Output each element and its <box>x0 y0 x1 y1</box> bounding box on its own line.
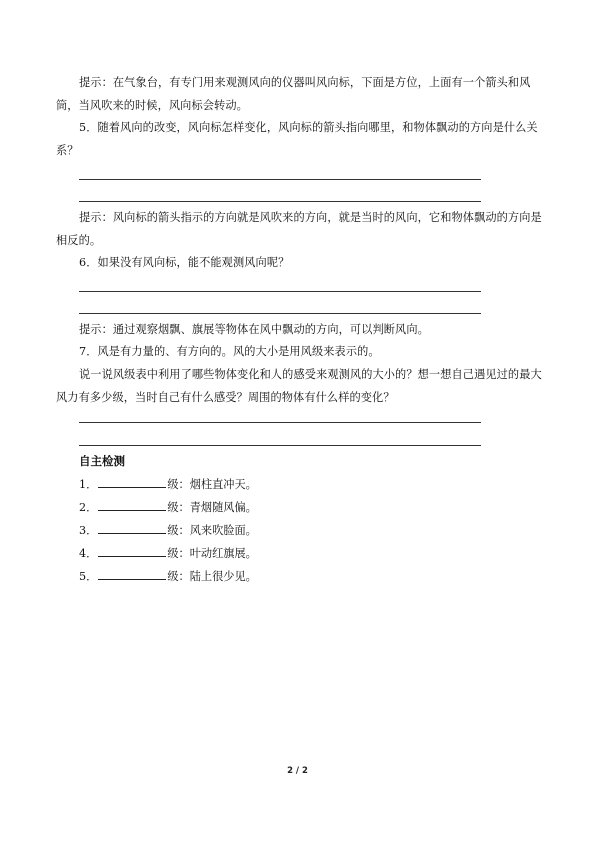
quiz-item-text: 级：陆上很少见。 <box>167 570 257 583</box>
quiz-item-text: 级：青烟随风偏。 <box>167 501 257 514</box>
quiz-item-5 <box>79 566 257 586</box>
hint-paragraph-1: 提示：在气象台，有专门用来观测风向的仪器叫风向标，下面是方位，上面有一个箭头和风筒，当风吹来的时候，风向标会转动。 <box>56 76 531 112</box>
answer-line-q6-1 <box>79 291 481 292</box>
quiz-item-4 <box>79 543 257 563</box>
quiz-item-number: 5． <box>79 570 98 583</box>
section-title: 自主检测 <box>79 454 125 468</box>
quiz-item-number: 2． <box>79 501 98 514</box>
question-7-detail: 说一说风级表中利用了哪些物体变化和人的感受来观测风的大小的？想一想自己遇见过的最大风力有多少级，当时自己有什么感受？周围的物体有什么样的变化？ <box>56 368 542 404</box>
quiz-item-3 <box>79 520 257 540</box>
quiz-item-number: 3． <box>79 524 98 537</box>
question-7: 7．风是有力量的、有方向的。风的大小是用风级来表示的。 <box>79 345 380 358</box>
question-5: 5．随着风向的改变，风向标怎样变化，风向标的箭头指向哪里，和物体飘动的方向是什么关系？ <box>56 121 538 157</box>
answer-line-q5-2 <box>79 201 481 202</box>
answer-line-q6-2 <box>79 313 481 314</box>
answer-line-q7-2 <box>79 445 481 446</box>
quiz-item-text: 级：风来吹脸面。 <box>167 524 257 537</box>
fill-blank-3[interactable] <box>98 520 166 534</box>
quiz-item-2 <box>79 497 257 517</box>
question-6: 6．如果没有风向标，能不能观测风向呢？ <box>79 256 290 269</box>
quiz-item-number: 4． <box>79 547 98 560</box>
fill-blank-5[interactable] <box>98 566 166 580</box>
fill-blank-4[interactable] <box>98 543 166 557</box>
quiz-item-1 <box>79 474 257 494</box>
quiz-item-text: 级：烟柱直冲天。 <box>167 478 257 491</box>
page-number: 2 / 2 <box>287 766 308 776</box>
answer-line-q7-1 <box>79 422 481 423</box>
fill-blank-1[interactable] <box>98 474 166 488</box>
answer-line-q5-1 <box>79 179 481 180</box>
quiz-item-text: 级：叶动红旗展。 <box>167 547 257 560</box>
hint-paragraph-q5: 提示：风向标的箭头指示的方向就是风吹来的方向，就是当时的风向，它和物体飘动的方向是相反的。 <box>56 211 542 247</box>
fill-blank-2[interactable] <box>98 497 166 511</box>
hint-paragraph-q6: 提示：通过观察烟飘、旗展等物体在风中飘动的方向，可以判断风向。 <box>79 323 429 336</box>
quiz-item-number: 1． <box>79 478 98 491</box>
